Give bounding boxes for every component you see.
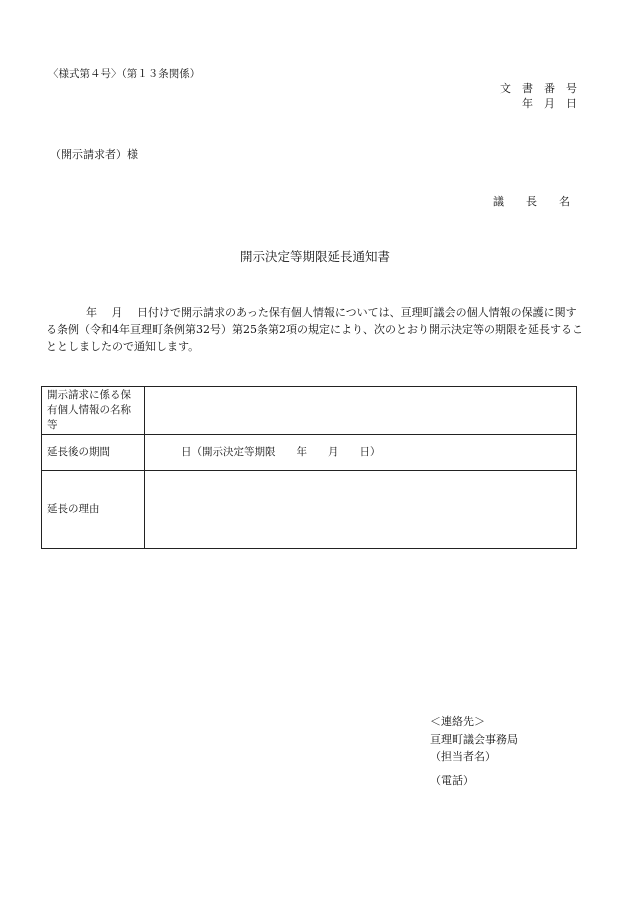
info-table <box>41 386 577 549</box>
extension-reason-value[interactable] <box>145 471 577 549</box>
table-row <box>42 471 577 549</box>
document-date: 年 月 日 <box>522 97 577 110</box>
notice-paragraph <box>46 304 586 355</box>
document-number: 文 書 番 号 <box>500 82 577 95</box>
extended-period-label: 延長後の期間 <box>42 435 145 471</box>
extension-reason-label: 延長の理由 <box>42 471 145 549</box>
info-name-value[interactable] <box>145 387 577 435</box>
table-row <box>42 387 577 435</box>
chairman-name: 議 長 名 <box>493 195 570 208</box>
page-title: 開示決定等期限延長通知書 <box>239 249 390 264</box>
notice-text: 年 月 日付けで開示請求のあった保有個人情報については、亘理町議会の個人情報の保護に関する条例（令和4年亘理町条例第32号）第25条第2項の規定により、次のとおり開示決定等の期限を延長することとしましたので通知します。 <box>46 306 583 353</box>
form-number: 〈様式第４号〉（第１３条関係） <box>48 68 201 80</box>
extended-period-value[interactable]: 日（開示決定等期限 年 月 日） <box>145 435 577 471</box>
contact-heading: ＜連絡先＞ <box>430 715 485 728</box>
info-name-label: 開示請求に係る保有個人情報の名称等 <box>42 387 145 435</box>
contact-person: （担当者名） <box>430 750 496 763</box>
contact-phone: （電話） <box>430 774 474 787</box>
table-row <box>42 435 577 471</box>
recipient-name: （開示請求者）様 <box>50 148 138 161</box>
contact-office: 亘理町議会事務局 <box>430 733 518 746</box>
